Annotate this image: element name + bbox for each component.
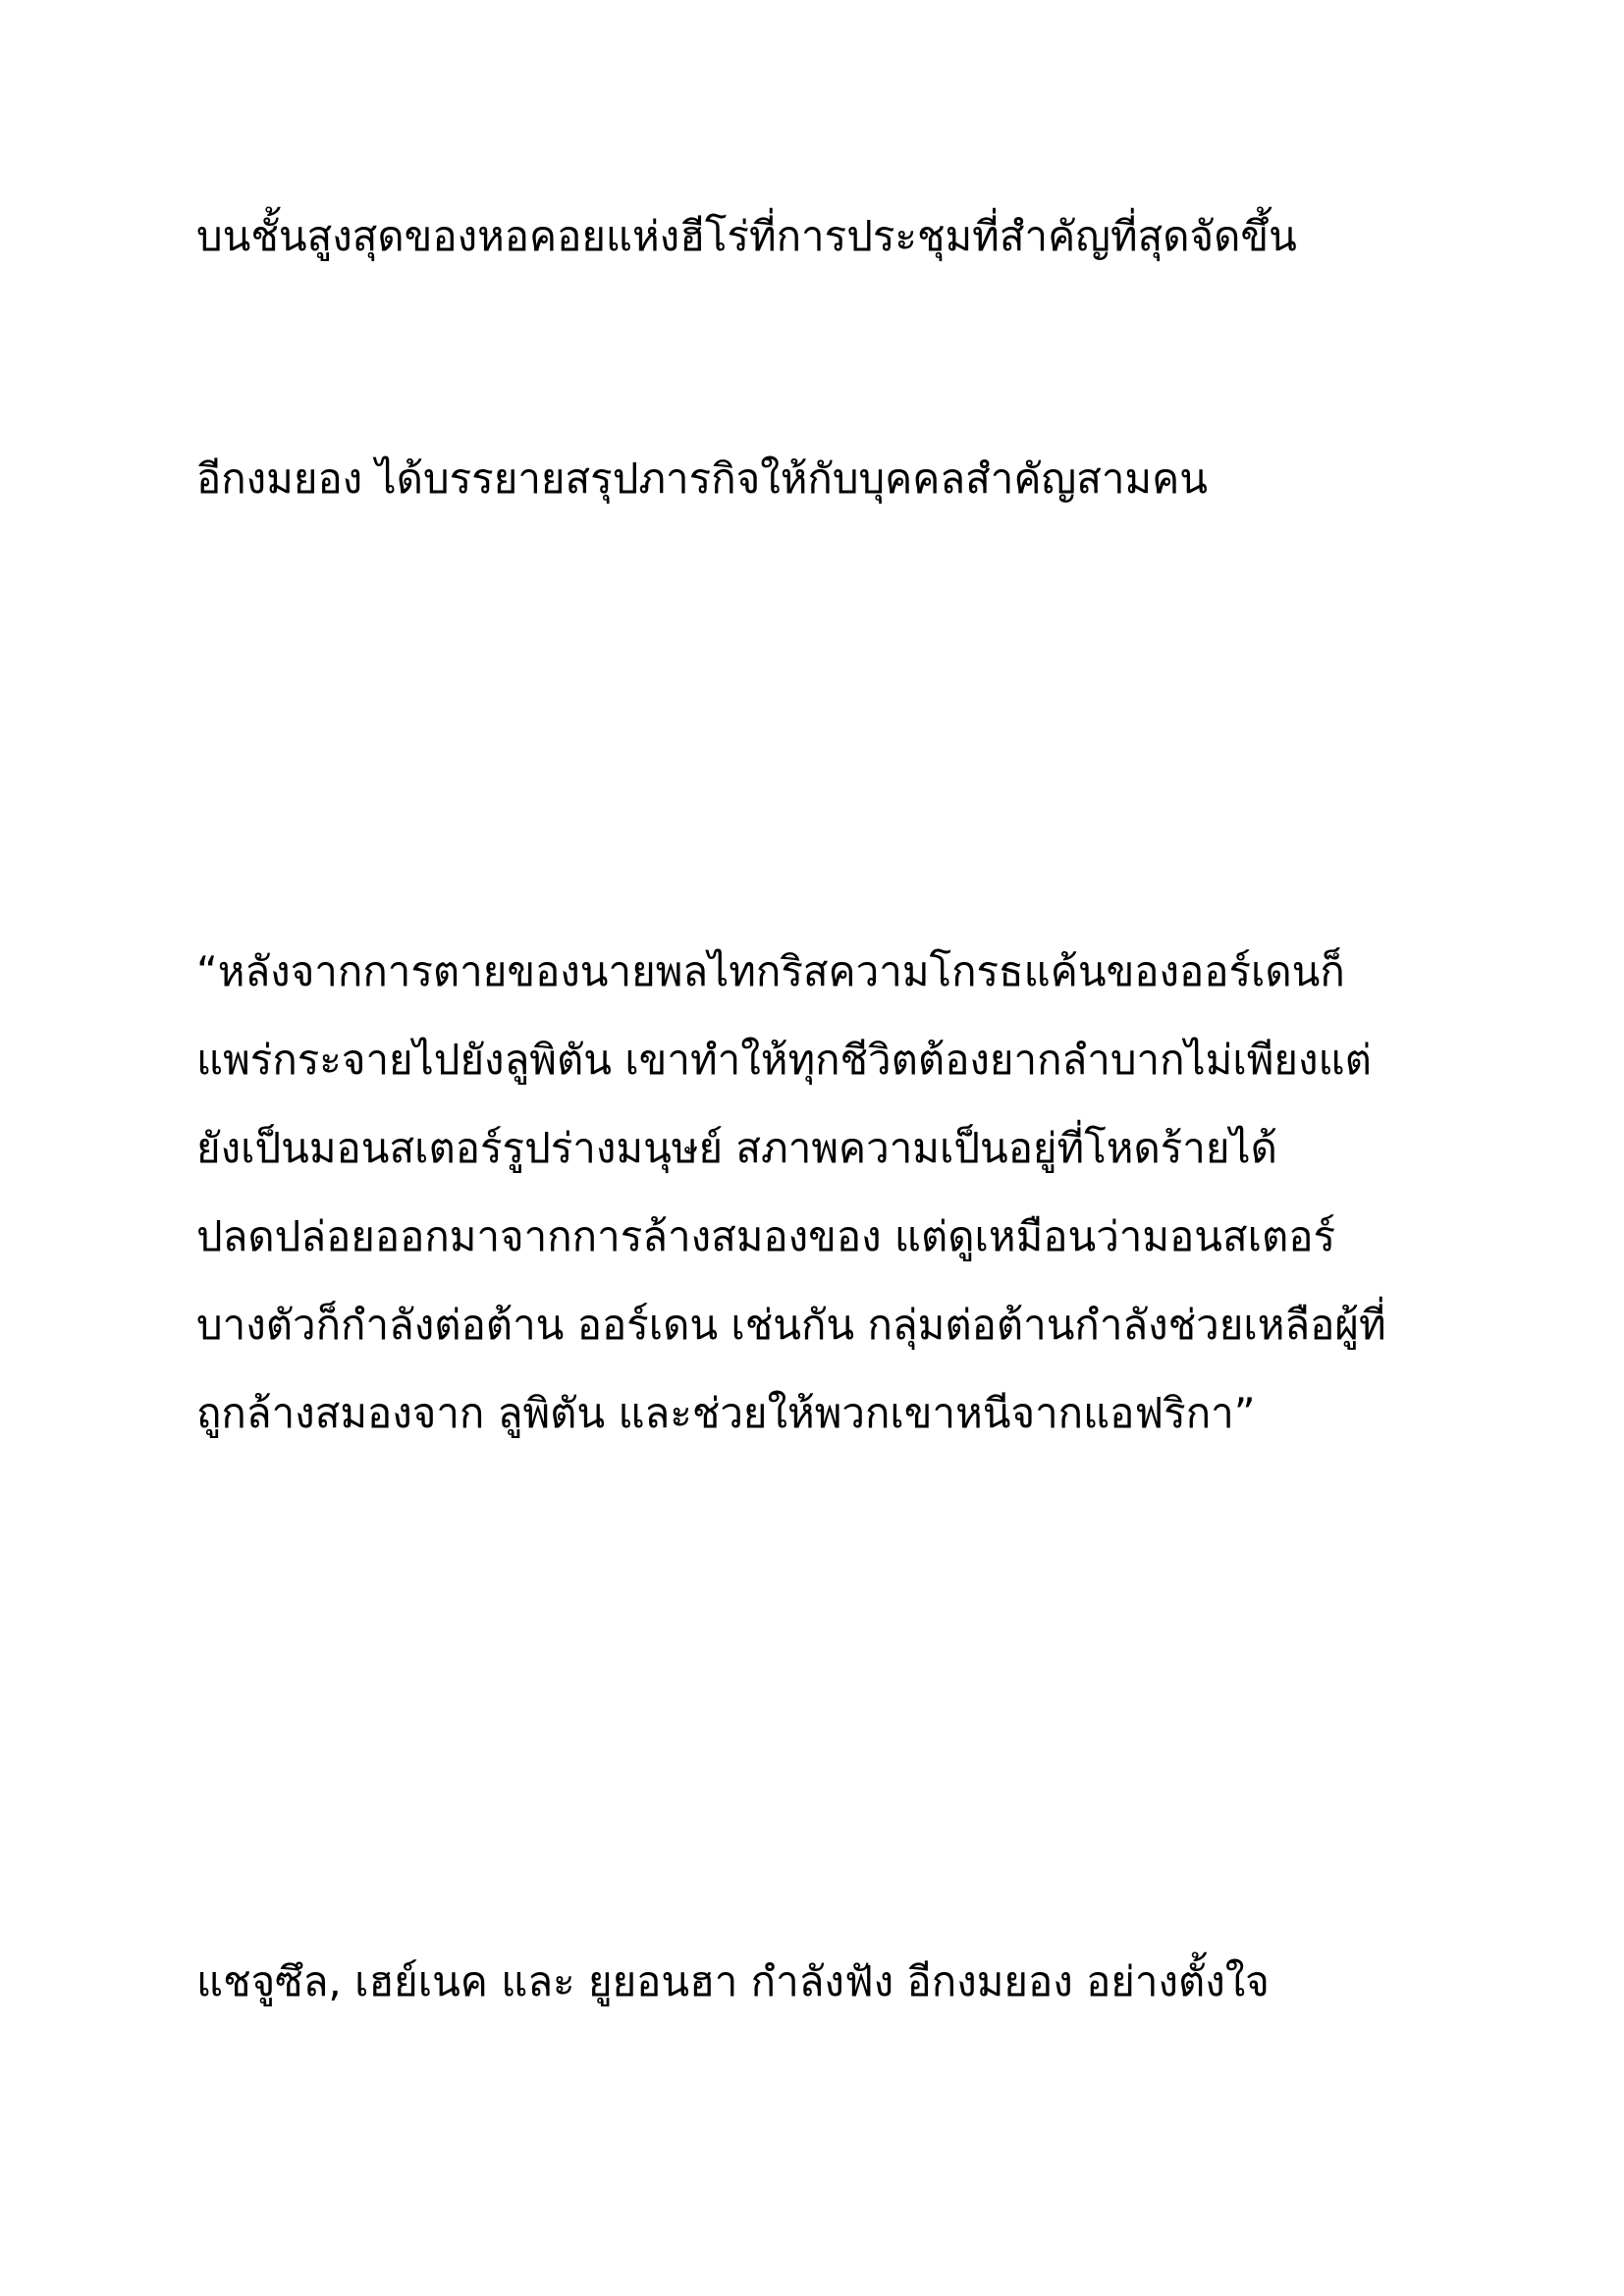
- text-line: ยังเป็นมอนสเตอร์รูปร่างมนุษย์ สภาพความเป็นอยู่ที่โหดร้ายได้: [196, 1124, 1277, 1172]
- text-line: ปลดปล่อยออกมาจากการล้างสมองของ แต่ดูเหมือนว่ามอนสเตอร์: [196, 1212, 1336, 1260]
- text-line: แชจูซึล, เฮย์เนค และ ยูยอนฮา กำลังฟัง อีกงมยอง อย่างตั้งใจ: [196, 1957, 1270, 2005]
- paragraph-listeners: [196, 1938, 1473, 2026]
- text-line: แพร่กระจายไปยังลูพิตัน เขาทำให้ทุกชีวิตต้องยากลำบากไม่เพียงแต่: [196, 1036, 1372, 1084]
- text-line: บนชั้นสูงสุดของหอคอยแห่งฮีโร่ที่การประชุมที่สำคัญที่สุดจัดขึ้น: [196, 212, 1297, 260]
- text-line: “หลังจากการตายของนายพลไทกริสความโกรธแค้นของออร์เดนก็: [196, 947, 1345, 995]
- text-line: อีกงมยอง ได้บรรยายสรุปภารกิจให้กับบุคคลสำคัญสามคน: [196, 454, 1208, 503]
- paragraph-quote: [196, 928, 1473, 1458]
- paragraph-meeting-location: [196, 192, 1473, 281]
- text-line: ถูกล้างสมองจาก ลูพิตัน และช่วยให้พวกเขาหนีจากแอฟริกา”: [196, 1389, 1256, 1437]
- paragraph-briefing: [196, 435, 1473, 523]
- text-line: บางตัวก็กำลังต่อต้าน ออร์เดน เช่นกัน กลุ่มต่อต้านกำลังช่วยเหลือผู้ที่: [196, 1301, 1386, 1349]
